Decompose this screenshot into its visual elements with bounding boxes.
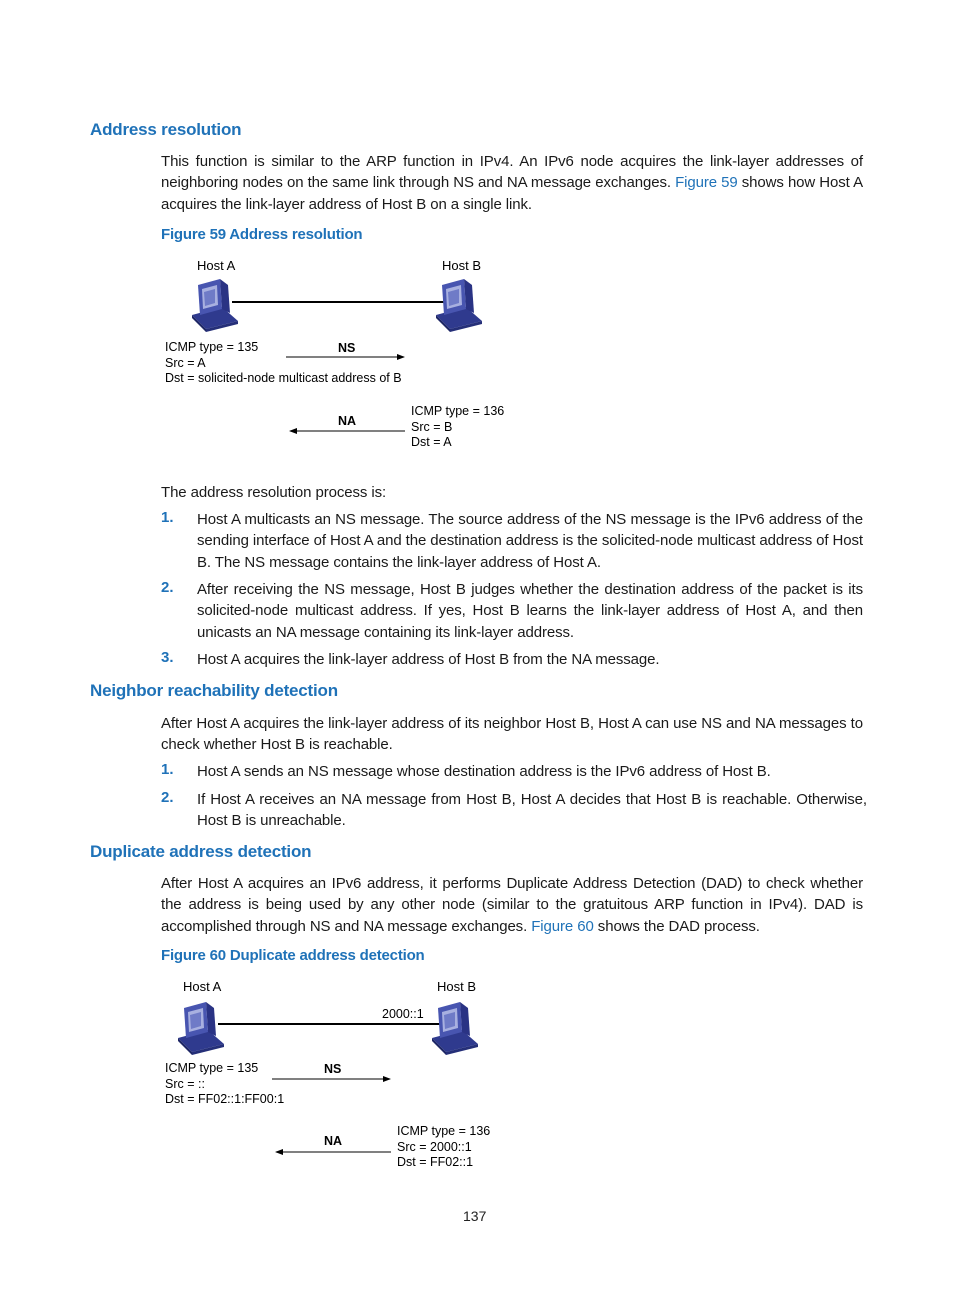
na-detail-line: Dst = A (411, 435, 452, 449)
na-detail-line: Dst = FF02::1 (397, 1155, 474, 1169)
intro-text-cont: shows the DAD process. (597, 917, 760, 935)
step-number: 2. (161, 579, 174, 596)
na-detail-line: ICMP type = 136 (397, 1124, 491, 1138)
host-a-label: Host A (183, 979, 222, 994)
host-a-pc-icon (178, 1002, 224, 1055)
figure-59-link[interactable]: Figure 59 (675, 174, 738, 192)
intro-text-cont: shows how Host A acquires the link-layer address of Host B on a single link. (161, 174, 863, 213)
na-message-label: NA (338, 414, 357, 428)
na-message-label: NA (324, 1134, 343, 1148)
host-b-pc-icon (432, 1002, 478, 1055)
step-text: Host A multicasts an NS message. The source address of the NS message is the IPv6 address of the sending interface of Host A and the destination address is the solicited-node multicast address of Host B. The NS message contains the link-layer address of Host A. (197, 511, 863, 571)
na-detail-line: ICMP type = 136 (411, 404, 505, 418)
step-number: 2. (161, 789, 174, 806)
ns-detail-line: Dst = FF02::1:FF00:1 (165, 1092, 285, 1106)
ns-detail-line: ICMP type = 135 (165, 1061, 259, 1075)
figure-60-diagram (160, 976, 520, 1176)
process-intro: The address resolution process is: (161, 484, 387, 501)
step-text: If Host A receives an NA message from Host B, Host A decides that Host B is reachable. Otherwise, Host B is unreachable. (197, 791, 867, 830)
host-a-pc-icon (192, 279, 238, 332)
intro-text: After Host A acquires an IPv6 address, it performs Duplicate Address Detection (DAD) to check whether the address is being used by any other node (similar to the gratuitous ARP function in IPv4). DAD is accomplished through NS and NA message exchanges. (161, 875, 863, 935)
ns-message-label: NS (324, 1062, 342, 1076)
na-details (397, 1124, 490, 1171)
host-b-pc-icon (436, 279, 482, 332)
host-a-label: Host A (197, 258, 236, 273)
figure-59-caption: Figure 59 Address resolution (161, 226, 363, 243)
host-b-label: Host B (437, 979, 477, 994)
intro-text: This function is similar to the ARP function in IPv4. An IPv6 node acquires the link-layer addresses of neighboring nodes on the same link through NS and NA message exchanges. (161, 153, 863, 192)
step-number: 1. (161, 761, 174, 778)
step-number: 3. (161, 649, 174, 666)
figure-60-link[interactable]: Figure 60 (531, 917, 594, 935)
host-b-address: 2000::1 (382, 1007, 424, 1021)
ns-message-label: NS (338, 341, 356, 355)
page-number: 137 (463, 1208, 487, 1224)
ns-detail-line: Src = A (165, 355, 206, 370)
neighbor-reachability-intro: After Host A acquires the link-layer address of its neighbor Host B, Host A can use NS and NA messages to check whether Host B is reachable. (161, 715, 863, 754)
section-heading-duplicate-address-detection: Duplicate address detection (90, 842, 312, 861)
step-number: 1. (161, 509, 174, 526)
step-text: After receiving the NS message, Host B judges whether the destination address of the packet is its solicited-node multicast address. If yes, Host B learns the link-layer address of Host A, and then unicasts an NA message containing its link-layer address. (197, 581, 863, 641)
host-b-label: Host B (442, 258, 482, 273)
na-detail-line: Src = B (411, 419, 453, 434)
figure-59-diagram (160, 255, 520, 455)
step-text: Host A sends an NS message whose destination address is the IPv6 address of Host B. (197, 763, 771, 780)
dad-intro (161, 873, 863, 937)
figure-60-caption: Figure 60 Duplicate address detection (161, 947, 425, 964)
section-heading-address-resolution: Address resolution (90, 120, 242, 139)
step-text: Host A acquires the link-layer address of Host B from the NA message. (197, 651, 660, 668)
ns-detail-line: Dst = solicited-node multicast address of B (165, 371, 402, 385)
ns-detail-line: ICMP type = 135 (165, 340, 259, 354)
na-detail-line: Src = 2000::1 (397, 1139, 472, 1154)
ns-detail-line: Src = :: (165, 1076, 205, 1091)
address-resolution-intro (161, 151, 863, 215)
na-details (411, 404, 504, 451)
ns-details (165, 340, 402, 387)
section-heading-neighbor-reachability: Neighbor reachability detection (90, 681, 338, 700)
ns-details (165, 1061, 284, 1108)
